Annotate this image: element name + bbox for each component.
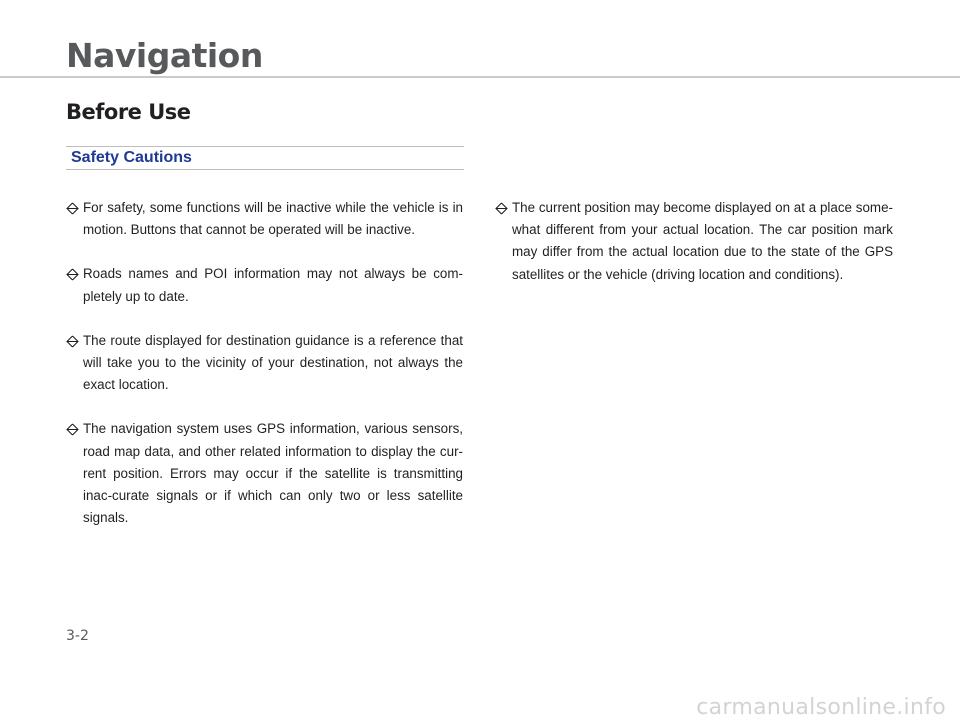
diamond-arrow-icon [66, 202, 79, 215]
subsection-title: Safety Cautions [71, 149, 192, 166]
caution-text: The route displayed for destination guidance is a reference that will take you to the vicinity of your destination, not always the exact location. [83, 332, 463, 393]
subsection-rule-top [66, 146, 464, 147]
section-title: Before Use [66, 100, 191, 124]
caution-text: For safety, some functions will be inactive while the vehicle is in motion. Buttons that cannot be operated will be inactive. [83, 200, 463, 238]
diamond-arrow-icon [66, 423, 79, 436]
left-column [66, 197, 463, 551]
chapter-title: Navigation [66, 36, 263, 75]
watermark: carmanualsonline.info [696, 695, 946, 720]
diamond-arrow-icon [66, 335, 79, 348]
diamond-arrow-icon [495, 202, 508, 215]
caution-item [495, 197, 893, 286]
caution-item [66, 263, 463, 307]
caution-text: The current position may become displayed on at a place some-what different from your actual location. The car position mark may differ from the actual location due to the state of the GPS satellites or the vehicle (driving location and conditions). [512, 200, 893, 282]
right-column [495, 197, 893, 308]
page-number: 3-2 [66, 628, 89, 644]
caution-item [66, 418, 463, 529]
caution-item [66, 330, 463, 397]
caution-item [66, 197, 463, 241]
subsection-rule-bottom [66, 169, 464, 170]
chapter-divider [0, 76, 960, 78]
caution-text: Roads names and POI information may not always be com-pletely up to date. [83, 266, 463, 304]
diamond-arrow-icon [66, 268, 79, 281]
caution-text: The navigation system uses GPS information, various sensors, road map data, and other related information to display the cur-rent position. Errors may occur if the satellite is transmitting inac-curate signals or if which can only two or less satellite signals. [83, 421, 463, 526]
